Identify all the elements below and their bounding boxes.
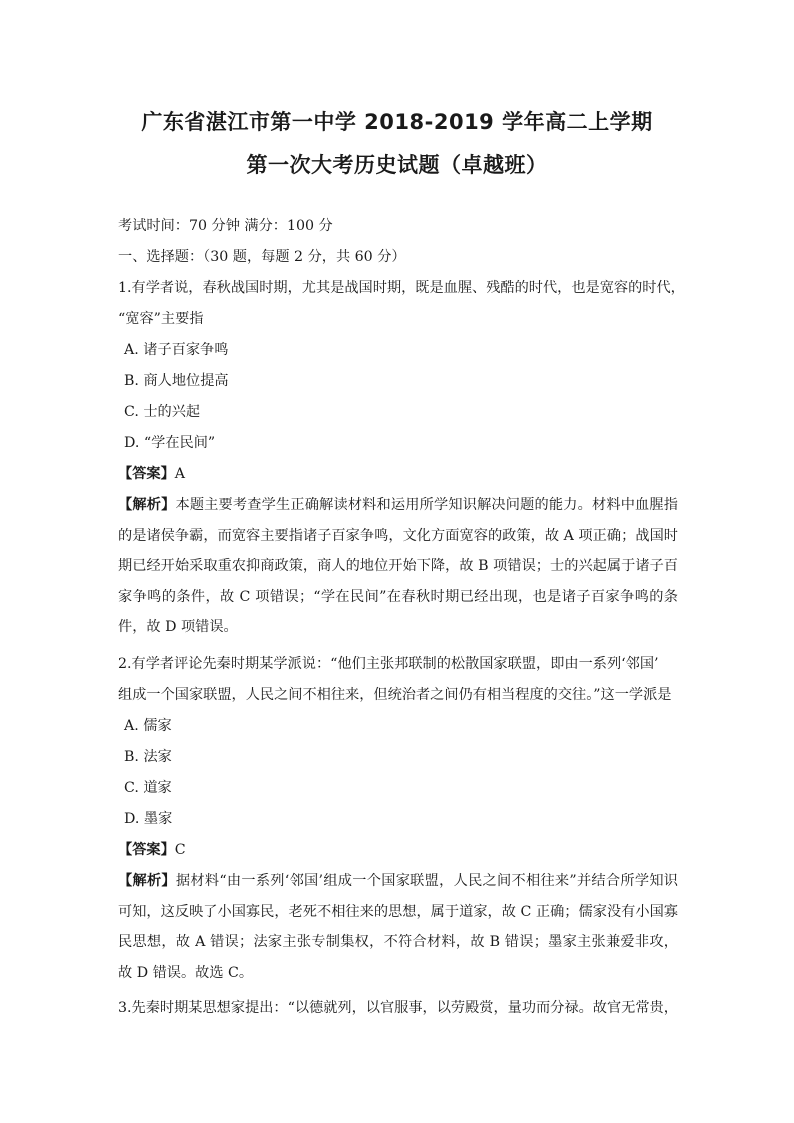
question-2-option-c: C. 道家: [124, 780, 172, 796]
analysis-text: 本题主要考查学生正确解读材料和运用所学知识解决问题的能力。材料中血腥指的是诸侯争霸，而宽容主要指诸子百家争鸣，文化方面宽容的政策，故 A 项正确；战国时期已经开始采取重农抑商政策，商人的地位开始下降，故 B 项错误；士的兴起属于诸子百家争鸣的条件，故 C 项错误；“学在民间”在春秋时期已经出现，也是诸子百家争鸣的条件，故 D 项错误。: [118, 497, 678, 636]
question-1-stem-line2: “宽容”主要指: [118, 311, 204, 327]
question-3-stem-line1: 3.先秦时期某思想家提出：“以德就列，以官服事，以劳殿赏，量功而分禄。故官无常贵，: [118, 1000, 678, 1016]
exam-title-line2: 第一次大考历史试题（卓越班）: [246, 153, 548, 177]
answer-value: A: [174, 466, 186, 482]
question-2-answer: [118, 840, 186, 860]
question-1-option-d: D. “学在民间”: [124, 435, 216, 451]
section-heading: 一、选择题：（30 题，每题 2 分，共 60 分）: [118, 249, 406, 265]
question-2-option-b: B. 法家: [124, 749, 172, 765]
question-1-analysis: [118, 490, 678, 643]
exam-title-line1: 广东省湛江市第一中学 2018-2019 学年高二上学期: [141, 110, 653, 134]
exam-info: 考试时间：70 分钟 满分：100 分: [118, 218, 333, 234]
question-1-option-c: C. 士的兴起: [124, 404, 201, 420]
question-1-option-b: B. 商人地位提高: [124, 373, 229, 389]
question-1-answer: [118, 464, 185, 484]
question-2-option-d: D. 墨家: [124, 811, 173, 827]
answer-label: 【答案】: [118, 842, 175, 858]
question-2-option-a: A. 儒家: [124, 718, 172, 734]
question-1-stem-line1: 1.有学者说，春秋战国时期，尤其是战国时期，既是血腥、残酷的时代，也是宽容的时代，: [118, 280, 685, 296]
question-2-analysis: [118, 866, 678, 988]
question-2-stem-line1: 2.有学者评论先秦时期某学派说：“他们主张邦联制的松散国家联盟，即由一系列‘邻国’: [118, 656, 659, 672]
analysis-text: 据材料“由一系列‘邻国’组成一个国家联盟，人民之间不相往来”并结合所学知识可知，这反映了小国寡民，老死不相往来的思想，属于道家，故 C 正确；儒家没有小国寡民思想，故 A 错误；法家主张专制集权，不符合材料，故 B 错误；墨家主张兼爱非攻，故 D 错误。故选 C。: [118, 873, 678, 981]
answer-value: C: [174, 842, 186, 858]
analysis-label: 【解析】: [118, 873, 176, 889]
question-1-option-a: A. 诸子百家争鸣: [124, 342, 229, 358]
answer-label: 【答案】: [118, 466, 175, 482]
question-2-stem-line2: 组成一个国家联盟，人民之间不相往来，但统治者之间仍有相当程度的交往。”这一学派是: [118, 687, 672, 703]
analysis-label: 【解析】: [118, 497, 176, 513]
